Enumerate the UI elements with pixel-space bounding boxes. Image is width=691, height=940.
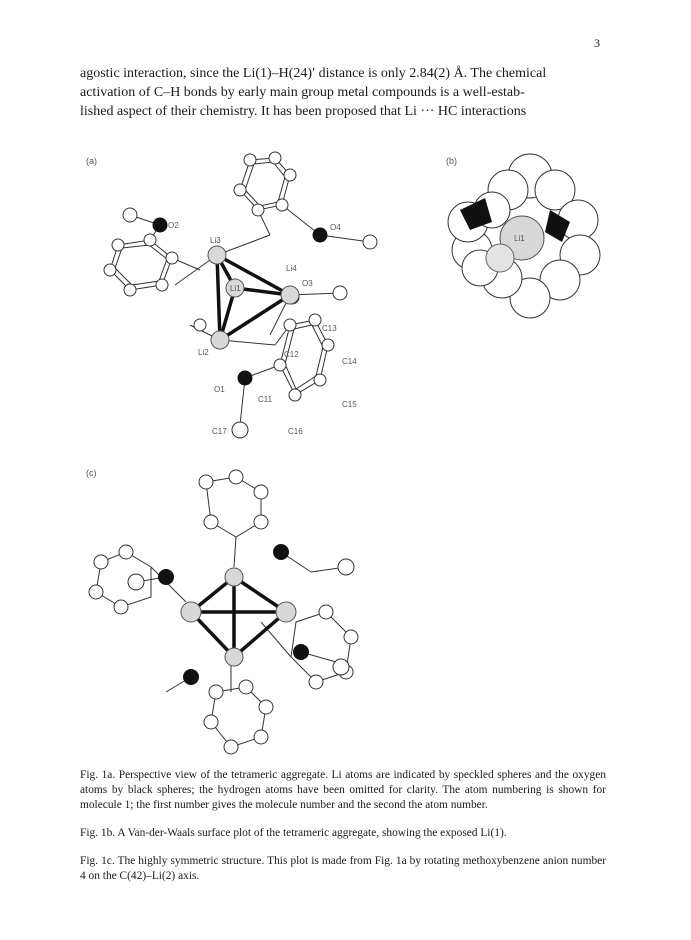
molecule-structure-a xyxy=(80,150,410,450)
page-number: 3 xyxy=(594,36,600,50)
panel-label-c: (c) xyxy=(86,468,97,478)
body-line-2: activation of C–H bonds by early main group metal compounds is a well-estab- xyxy=(80,85,525,100)
atom-label-c12: C12 xyxy=(284,350,299,359)
caption-fig-1c: Fig. 1c. The highly symmetric structure. This plot is made from Fig. 1a by rotating methoxybenzene anion number 4 on the C(42)–Li(2) axis. xyxy=(80,855,606,882)
atom-label-c17: C17 xyxy=(212,427,227,436)
lithium-atoms xyxy=(208,246,299,349)
caption-fig-1b: Fig. 1b. A Van-der-Waals surface plot of the tetrameric aggregate, showing the exposed Li(1). xyxy=(80,827,507,839)
atom-label-c14: C14 xyxy=(342,357,357,366)
caption-fig-1a: Fig. 1a. Perspective view of the tetrameric aggregate. Li atoms are indicated by speckled spheres and the oxygen atoms by black spheres; the hydrogen atoms have been omitted for clarity. The atom numbering is shown for molecule 1; the first number gives the molecule number and the second the atom number. xyxy=(80,769,606,811)
atom-label-c16: C16 xyxy=(288,427,303,436)
figure-1a xyxy=(80,150,410,450)
oxygen-atoms xyxy=(153,218,327,385)
li-li-bonds xyxy=(217,255,290,340)
atom-label-c15: C15 xyxy=(342,400,357,409)
atom-label-o1: O1 xyxy=(214,385,225,394)
panel-label-a: (a) xyxy=(86,156,97,166)
atom-label-li4: Li4 xyxy=(286,264,297,273)
li-li-bonds-c xyxy=(191,577,286,657)
atom-label-o4: O4 xyxy=(330,223,341,232)
figure-captions xyxy=(80,768,606,897)
molecule-structure-c xyxy=(76,462,386,762)
body-paragraph xyxy=(80,64,600,121)
atom-label-li1: Li1 xyxy=(230,284,241,293)
figure-1c xyxy=(76,462,386,762)
lithium-atoms-c xyxy=(181,568,296,666)
atom-label-li1-b: Li1 xyxy=(514,234,525,243)
vdw-surface-plot xyxy=(430,150,605,330)
body-line-3: lished aspect of their chemistry. It has been proposed that Li ··· HC interactions xyxy=(80,104,527,119)
atom-label-li2: Li2 xyxy=(198,348,209,357)
body-line-1: agostic interaction, since the Li(1)–H(24)′ distance is only 2.84(2) Å. The chemical xyxy=(80,66,547,81)
atom-label-o2: O2 xyxy=(168,221,179,230)
figure-1b xyxy=(430,150,605,330)
atom-label-c11: C11 xyxy=(258,395,273,404)
panel-label-b: (b) xyxy=(446,156,457,166)
atom-label-o3: O3 xyxy=(302,279,313,288)
atom-label-li3: Li3 xyxy=(210,236,221,245)
atom-label-c13: C13 xyxy=(322,324,337,333)
lithium-sphere-back xyxy=(486,244,514,272)
